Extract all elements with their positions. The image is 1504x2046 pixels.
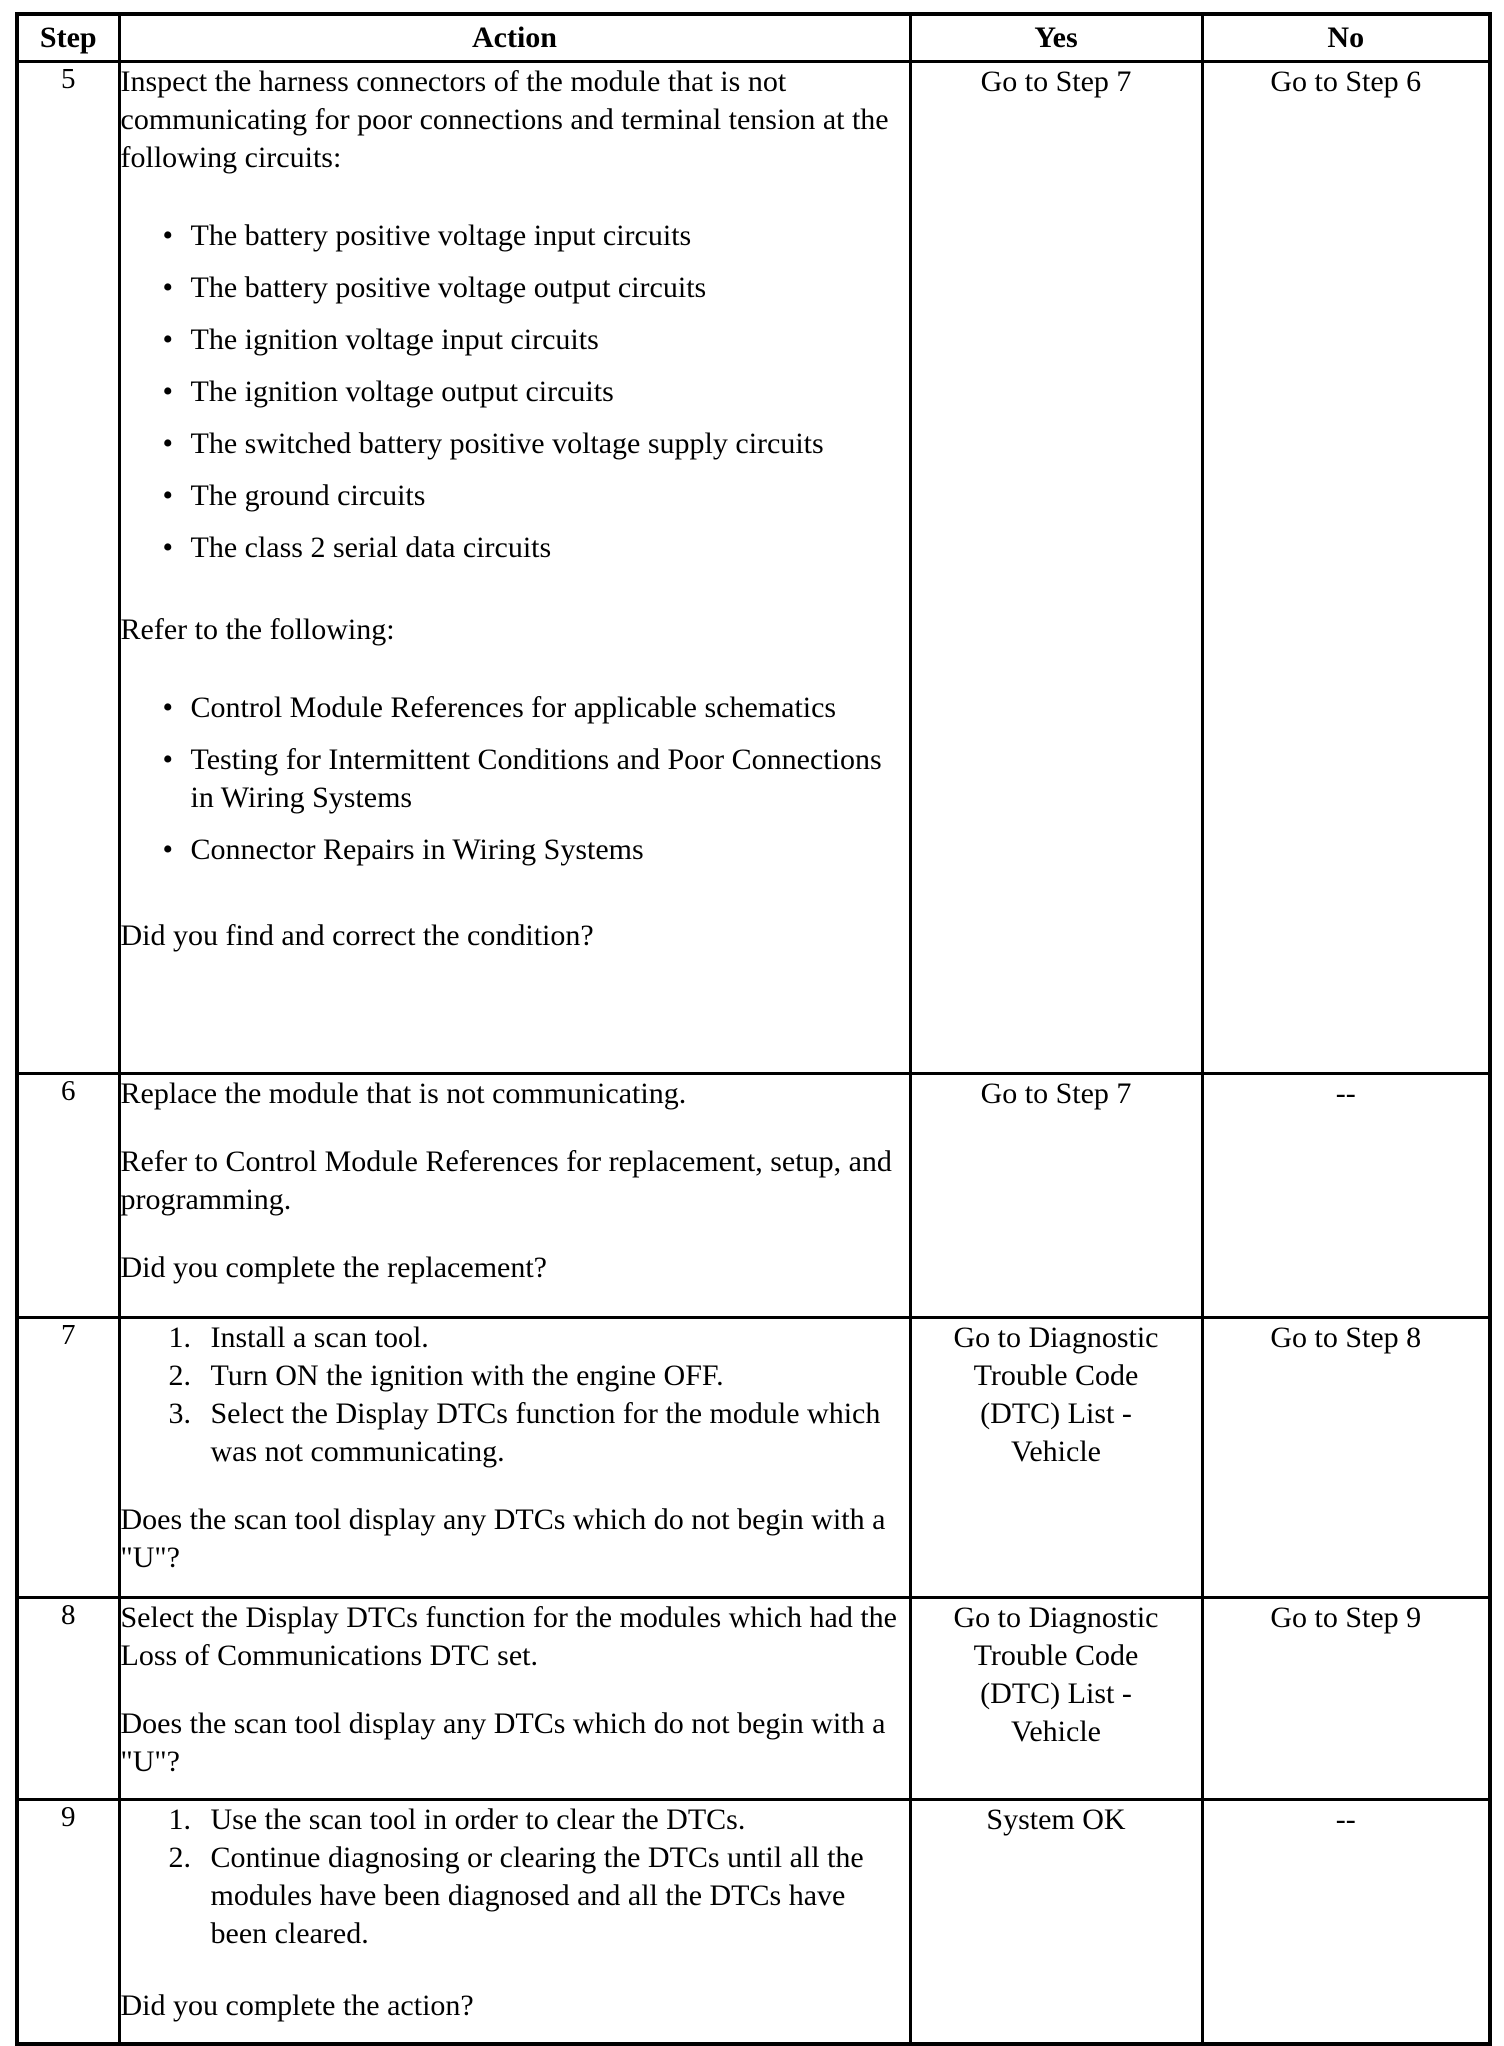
action-question: Does the scan tool display any DTCs which do not begin with a "U"?	[120, 1503, 886, 1574]
list-item: 2. Continue diagnosing or clearing the DTCs until all the modules have been diagnosed and all the DTCs have been cleared.	[168, 1841, 864, 1950]
bullet-icon: •	[162, 375, 174, 408]
header-no: No	[1202, 14, 1490, 62]
table-row-step-6	[17, 1074, 1490, 1318]
yes-link-text: Go to Diagnostic Trouble Code (DTC) List - Vehicle	[953, 1321, 1159, 1468]
yes-cell: Go to Step 7	[910, 62, 1202, 1074]
action-question: Did you find and correct the condition?	[120, 919, 594, 952]
yes-cell: System OK	[910, 1800, 1202, 2044]
step-number: 9	[17, 1800, 119, 2044]
list-item: • The ground circuits	[163, 477, 909, 515]
bullet-icon: •	[162, 219, 174, 252]
list-item: • The class 2 serial data circuits	[163, 529, 909, 567]
list-item: • Control Module References for applicable schematics	[163, 689, 909, 727]
no-cell: --	[1202, 1800, 1490, 2044]
list-item: • The ignition voltage input circuits	[163, 321, 909, 359]
yes-link-text: Go to Diagnostic Trouble Code (DTC) List - Vehicle	[953, 1601, 1159, 1748]
list-item: 3. Select the Display DTCs function for the module which was not communicating.	[168, 1397, 881, 1468]
circuit-list	[121, 217, 909, 567]
table-row-step-5	[17, 62, 1490, 1074]
action-text: Refer to Control Module References for replacement, setup, and programming.	[120, 1145, 892, 1216]
action-intro: Inspect the harness connectors of the module that is not communicating for poor connections and terminal tension at the following circuits:	[120, 65, 889, 174]
action-cell	[119, 1074, 910, 1318]
no-cell: Go to Step 8	[1202, 1318, 1490, 1598]
bullet-icon: •	[162, 323, 174, 356]
refer-label: Refer to the following:	[120, 613, 395, 646]
list-item: • Testing for Intermittent Conditions and Poor Connections in Wiring Systems	[162, 743, 882, 814]
yes-cell	[910, 1318, 1202, 1598]
header-yes: Yes	[910, 14, 1202, 62]
bullet-icon: •	[162, 427, 174, 460]
table-row-step-7	[17, 1318, 1490, 1598]
bullet-icon: •	[162, 271, 174, 304]
step-number: 7	[17, 1318, 119, 1598]
list-item: • The switched battery positive voltage supply circuits	[163, 425, 909, 463]
step-number: 5	[17, 62, 119, 1074]
bullet-icon: •	[162, 479, 174, 512]
bullet-icon: •	[162, 743, 174, 776]
bullet-icon: •	[162, 691, 174, 724]
reference-list	[121, 689, 909, 869]
action-cell	[119, 1598, 910, 1800]
numbered-steps	[121, 1801, 909, 1953]
list-item: • The ignition voltage output circuits	[163, 373, 909, 411]
action-cell	[119, 62, 910, 1074]
no-cell: --	[1202, 1074, 1490, 1318]
no-cell: Go to Step 9	[1202, 1598, 1490, 1800]
diagnostic-table	[15, 12, 1492, 2046]
bullet-icon: •	[162, 531, 174, 564]
header-action: Action	[119, 14, 910, 62]
action-text: Replace the module that is not communicating.	[120, 1077, 687, 1110]
bullet-icon: •	[162, 833, 174, 866]
header-step: Step	[17, 14, 119, 62]
list-item: • The battery positive voltage input circuits	[163, 217, 909, 255]
action-cell	[119, 1800, 910, 2044]
table-row-step-9	[17, 1800, 1490, 2044]
table-row-step-8	[17, 1598, 1490, 1800]
yes-cell	[910, 1598, 1202, 1800]
action-text: Select the Display DTCs function for the modules which had the Loss of Communications DTC set.	[120, 1601, 897, 1672]
action-cell	[119, 1318, 910, 1598]
numbered-steps	[121, 1319, 909, 1471]
yes-cell: Go to Step 7	[910, 1074, 1202, 1318]
action-question: Did you complete the action?	[120, 1989, 474, 2022]
list-item: 1. Install a scan tool.	[168, 1321, 429, 1354]
action-question: Did you complete the replacement?	[120, 1251, 547, 1284]
list-item: 1. Use the scan tool in order to clear the DTCs.	[168, 1803, 746, 1836]
list-item: 2. Turn ON the ignition with the engine OFF.	[168, 1359, 724, 1392]
step-number: 6	[17, 1074, 119, 1318]
list-item: • Connector Repairs in Wiring Systems	[163, 831, 909, 869]
list-item: • The battery positive voltage output circuits	[163, 269, 909, 307]
action-question: Does the scan tool display any DTCs which do not begin with a "U"?	[120, 1707, 886, 1778]
step-number: 8	[17, 1598, 119, 1800]
no-cell: Go to Step 6	[1202, 62, 1490, 1074]
header-row	[17, 14, 1490, 62]
